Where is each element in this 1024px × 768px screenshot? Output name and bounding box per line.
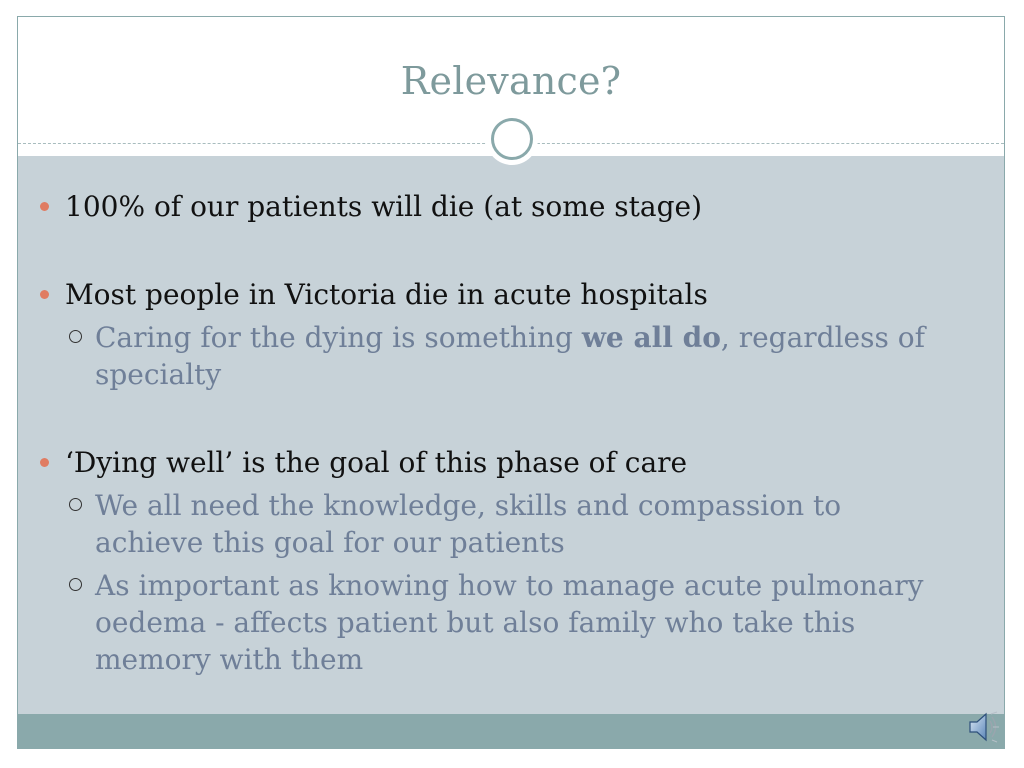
sub-item-caring-for-dying: [40, 319, 940, 393]
bullet-list: [40, 188, 940, 678]
sub-bullet-circle-icon: [69, 578, 82, 591]
bullet-item-acute-hospitals: [40, 276, 940, 313]
bullet-text: Most people in Victoria die in acute hospitals: [65, 278, 708, 311]
sub-bullet-circle-icon: [69, 330, 82, 343]
sub-text: As important as knowing how to manage acute pulmonary oedema - affects patient but also family who take this memory with them: [95, 569, 924, 676]
divider-circle-ornament: [491, 118, 533, 160]
speaker-audio-icon[interactable]: [966, 710, 1000, 744]
sub-text-after: , regardless of specialty: [95, 321, 925, 391]
footer-band: [18, 714, 1004, 748]
bullet-dot-icon: [40, 202, 49, 211]
sub-text-before: Caring for the dying is something: [95, 321, 582, 354]
slide-title: Relevance?: [400, 59, 622, 103]
bullet-text: 100% of our patients will die (at some stage): [65, 190, 703, 223]
sub-item-pulmonary-oedema: [40, 567, 940, 678]
bullet-item-dying-well: [40, 444, 940, 481]
sub-bullet-circle-icon: [69, 498, 82, 511]
bullet-dot-icon: [40, 458, 49, 467]
sub-text-bold: we all do: [581, 321, 721, 354]
bullet-dot-icon: [40, 290, 49, 299]
sub-text: We all need the knowledge, skills and compassion to achieve this goal for our patients: [95, 489, 842, 559]
bullet-text: ‘Dying well’ is the goal of this phase of care: [65, 446, 688, 479]
bullet-item-patients-die: [40, 188, 940, 225]
sub-item-knowledge-skills: [40, 487, 940, 561]
